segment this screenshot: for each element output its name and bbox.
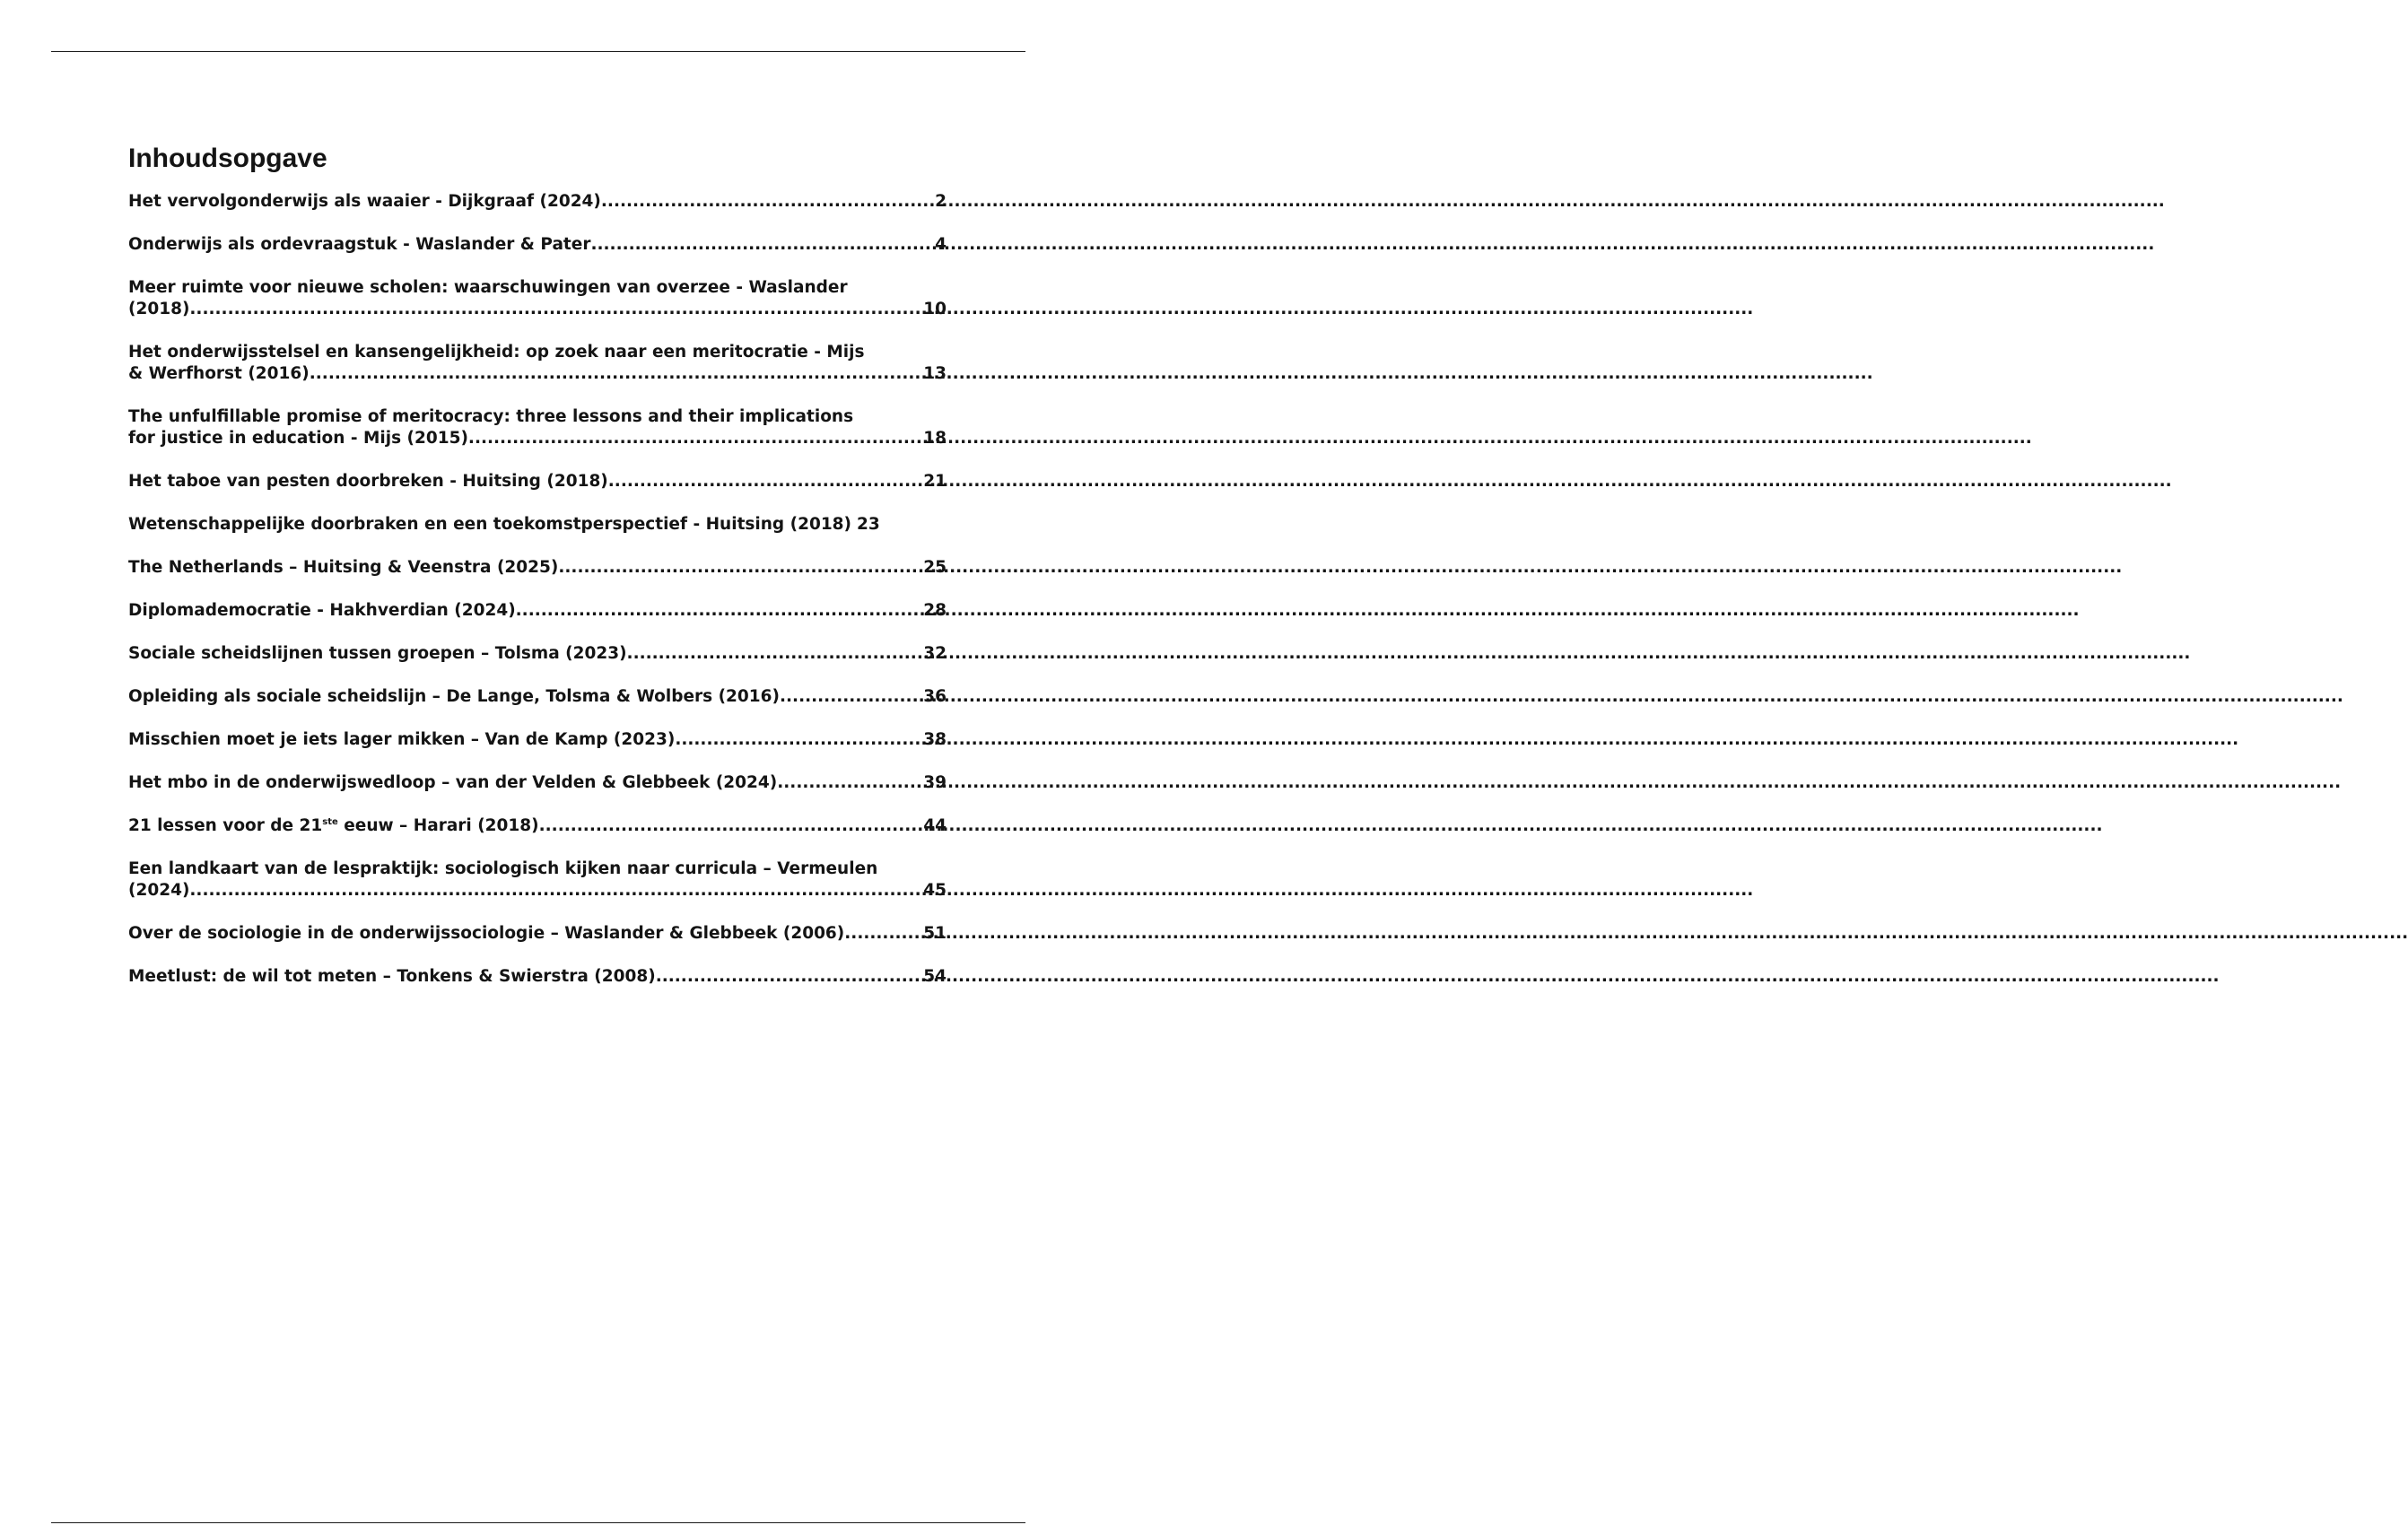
toc-entry-line — [128, 686, 947, 708]
toc-entry-title-part: Het vervolgonderwijs als waaier - Dijkgraaf (2024) — [128, 191, 601, 211]
toc-entry-title-part: The Netherlands – Huitsing & Veenstra (2025) — [128, 557, 559, 577]
toc-entry-title-part: Sociale scheidslijnen tussen groepen – Tolsma (2023) — [128, 643, 627, 663]
toc-dot-leader — [601, 191, 935, 213]
toc-dot-leader — [468, 428, 923, 449]
toc-entry-line — [128, 772, 947, 794]
toc-entry-title-part: 21 lessen voor de 21 — [128, 815, 323, 835]
toc-entry[interactable] — [128, 686, 947, 708]
toc-entry-title — [128, 729, 675, 751]
toc-dot-leader — [780, 686, 923, 708]
toc-entry-title-part: Misschien moet je iets lager mikken – Van de Kamp (2023) — [128, 729, 676, 749]
table-of-contents — [128, 144, 947, 1009]
toc-entry-title — [128, 514, 851, 536]
toc-entry-title — [128, 471, 608, 492]
toc-entry-title — [128, 299, 189, 320]
toc-entry-superscript: ste — [322, 816, 338, 827]
toc-dot-leader — [675, 729, 923, 751]
toc-dot-leader — [590, 234, 935, 256]
toc-entry-title — [128, 363, 310, 385]
toc-entry-title-part: Het mbo in de onderwijswedloop – van der Velden & Glebbeek (2024) — [128, 772, 778, 792]
toc-entry[interactable] — [128, 342, 947, 385]
toc-entry-title-line: Een landkaart van de lespraktijk: sociologisch kijken naar curricula – Vermeulen — [128, 858, 878, 878]
toc-entry-line — [128, 428, 947, 449]
toc-entry-title-part: Diplomademocratie - Hakhverdian (2024) — [128, 600, 516, 620]
toc-entry[interactable] — [128, 514, 947, 536]
toc-entry[interactable] — [128, 643, 947, 665]
toc-entry-title-part: (2018) — [128, 299, 190, 318]
toc-page-number: 10 — [923, 299, 947, 318]
toc-page-number: 18 — [923, 428, 947, 448]
toc-dot-leader — [558, 557, 923, 579]
toc-entry[interactable] — [128, 600, 947, 622]
toc-entry-line — [128, 815, 947, 837]
toc-entry-title-part: (2024) — [128, 880, 190, 900]
toc-entry-title-part: Wetenschappelijke doorbraken en een toekomstperspectief - Huitsing (2018) — [128, 514, 852, 534]
toc-entry[interactable] — [128, 557, 947, 579]
toc-dot-leader — [777, 772, 923, 794]
toc-page-number: 51 — [923, 923, 947, 943]
toc-entry[interactable] — [128, 966, 947, 988]
toc-entry[interactable] — [128, 234, 947, 256]
toc-entry[interactable] — [128, 923, 947, 945]
toc-entry-title — [128, 772, 777, 794]
toc-page-number: 45 — [923, 880, 947, 900]
toc-page-number: 25 — [923, 557, 947, 577]
toc-dot-leader — [516, 600, 924, 622]
toc-entry[interactable] — [128, 729, 947, 751]
toc-page-number: 4 — [935, 234, 947, 254]
toc-entry[interactable] — [128, 858, 947, 902]
toc-entry-line — [128, 191, 947, 213]
toc-entry[interactable] — [128, 191, 947, 213]
toc-entry-line — [128, 514, 947, 536]
header-rule — [51, 51, 1025, 52]
toc-entry-title — [128, 643, 627, 665]
toc-entry-title-line: Het onderwijsstelsel en kansengelijkheid: op zoek naar een meritocratie - Mijs — [128, 342, 865, 362]
toc-entry[interactable] — [128, 772, 947, 794]
toc-dot-leader — [539, 815, 924, 837]
toc-entry-line — [128, 923, 947, 945]
toc-entry-line — [128, 600, 947, 622]
toc-page-number: 32 — [923, 643, 947, 663]
toc-entry-title — [128, 880, 189, 902]
toc-dot-leader — [844, 923, 923, 945]
toc-entry-title — [128, 815, 539, 837]
toc-page-number: 38 — [923, 729, 947, 749]
toc-page-number: 44 — [923, 815, 947, 835]
toc-entry-title — [128, 191, 601, 213]
toc-heading: Inhoudsopgave — [128, 144, 327, 173]
toc-entry[interactable] — [128, 406, 947, 449]
toc-entry-title-part: Onderwijs als ordevraagstuk - Waslander & Pater — [128, 234, 591, 254]
toc-page-number: 13 — [923, 363, 947, 383]
toc-entry-title — [128, 923, 844, 945]
toc-entry-line — [128, 234, 947, 256]
toc-entry-title — [128, 966, 656, 988]
toc-page-number: 54 — [923, 966, 947, 986]
toc-dot-leader — [627, 643, 924, 665]
toc-entry-title-line: The unfulfillable promise of meritocracy: three lessons and their implications — [128, 406, 854, 426]
toc-entry-title-part: Opleiding als sociale scheidslijn – De Lange, Tolsma & Wolbers (2016) — [128, 686, 780, 706]
toc-dot-leader — [656, 966, 924, 988]
toc-page-number: 28 — [923, 600, 947, 620]
toc-entry-title — [128, 600, 516, 622]
toc-entry[interactable] — [128, 815, 947, 837]
toc-entry-line — [128, 557, 947, 579]
toc-entry-title-line: Meer ruimte voor nieuwe scholen: waarschuwingen van overzee - Waslander — [128, 277, 848, 297]
toc-entry-title-part: Meetlust: de wil tot meten – Tonkens & Swierstra (2008) — [128, 966, 656, 986]
toc-page-number: 2 — [935, 191, 947, 211]
toc-entry-line — [128, 643, 947, 665]
toc-entry-line — [128, 966, 947, 988]
toc-entry-title — [128, 428, 468, 449]
footer-rule — [51, 1522, 1025, 1523]
toc-entry-title-part: for justice in education - Mijs (2015) — [128, 428, 468, 448]
toc-page-number: 36 — [923, 686, 947, 706]
toc-entry-title-part: & Werfhorst (2016) — [128, 363, 310, 383]
toc-entry-title-part: Het taboe van pesten doorbreken - Huitsing (2018) — [128, 471, 608, 491]
toc-dot-leader — [189, 880, 923, 902]
toc-entry-line — [128, 471, 947, 492]
toc-dot-leader — [608, 471, 923, 492]
toc-page-number: 23 — [857, 514, 880, 534]
toc-entry-line — [128, 299, 947, 320]
toc-entry[interactable] — [128, 277, 947, 320]
toc-entry-title — [128, 686, 780, 708]
toc-dot-leader — [189, 299, 923, 320]
toc-entry-line — [128, 363, 947, 385]
toc-entry-title — [128, 234, 590, 256]
toc-page-number: 21 — [923, 471, 947, 491]
toc-entry-title-part: eeuw – Harari (2018) — [337, 815, 539, 835]
toc-entry-line — [128, 880, 947, 902]
toc-entry[interactable] — [128, 471, 947, 492]
toc-entry-title — [128, 557, 558, 579]
toc-entry-title-part: Over de sociologie in de onderwijssociologie – Waslander & Glebbeek (2006) — [128, 923, 845, 943]
toc-entry-line — [128, 729, 947, 751]
toc-list — [128, 191, 947, 988]
toc-page-number: 39 — [923, 772, 947, 792]
toc-dot-leader — [310, 363, 924, 385]
